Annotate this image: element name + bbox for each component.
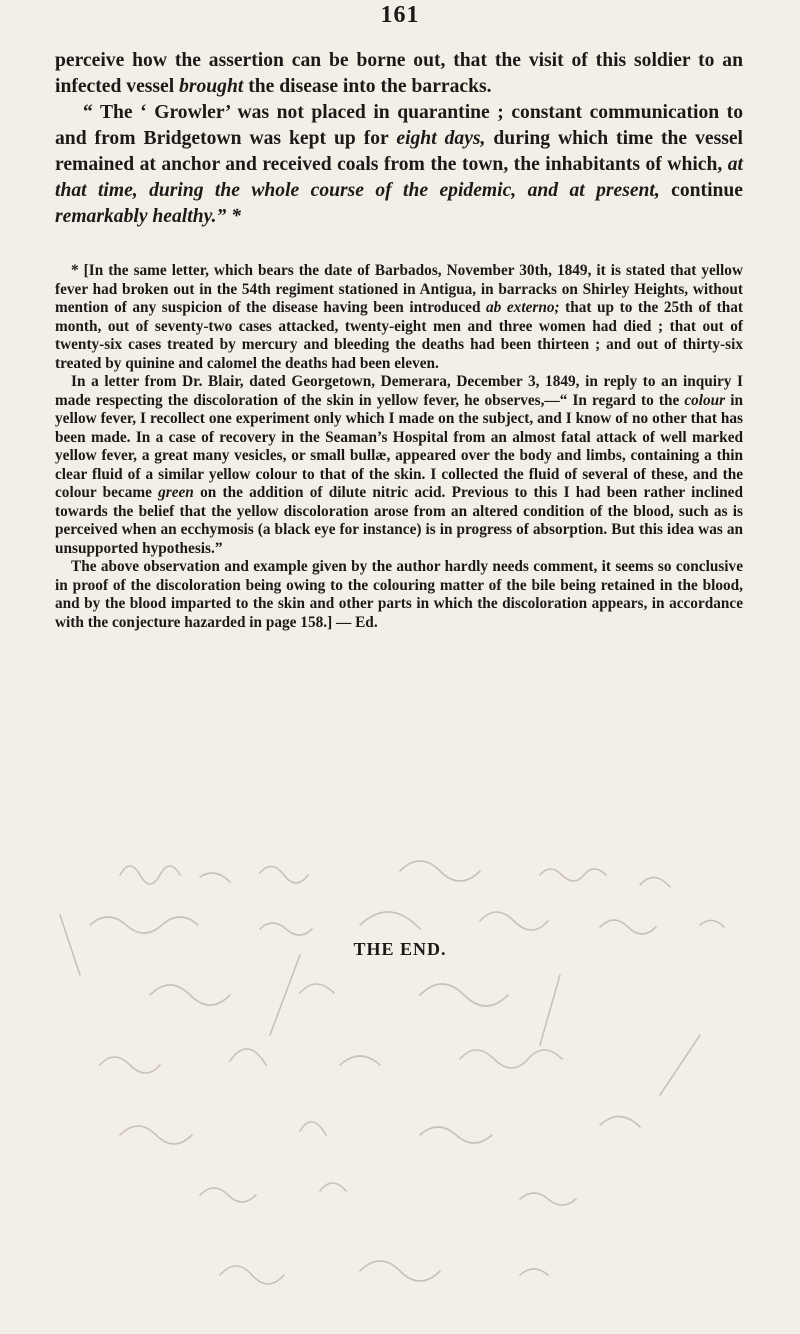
- footnote-paragraph-3: The above observation and example given by the author hardly needs comment, it seems so conclusive in proof of the discoloration being owing to the colouring matter of the bile being retained in the blood, and by the blood imparted to the skin and other parts in which the discoloration appears, in accordance with the conjecture hazarded in page 158.] — Ed.: [55, 558, 743, 631]
- the-end: THE END.: [353, 939, 447, 959]
- footnote-paragraph-1: * [In the same letter, which bears the date of Barbados, November 30th, 1849, it is stated that yellow fever had broken out in the 54th regiment stationed in Antigua, in barracks on Shirley Heights, without mention of any suspicion of the disease having been introduced ab externo; that up to the 25th of that month, out of seventy-two cases attacked, twenty-eight men and three women had died ; that out of twenty-six cases treated by mercury and bleeding the deaths had been thirteen ; and out of thirty-six treated by quinine and calomel the deaths had been eleven.: [55, 262, 743, 372]
- page-number: 161: [380, 2, 420, 28]
- paragraph-2: “ The ‘ Growler’ was not placed in quarantine ; constant communication to and from Bridgetown was kept up for eight days, during which time the vessel remained at anchor and received coals from the town, the inhabitants of which, at that time, during the whole course of the epidemic, and at present, continue remarkably healthy.” *: [55, 102, 744, 227]
- footnote-paragraph-2: In a letter from Dr. Blair, dated Georgetown, Demerara, December 3, 1849, in reply to an inquiry I made respecting the discoloration of the skin in yellow fever, he observes,—“ In regard to the colour in yellow fever, I recollect one experiment only which I made on the subject, and I know of no other that has been made. In a case of recovery in the Seaman’s Hospital from an almost fatal attack of well marked yellow fever, a great many vesicles, or small bullæ, appeared over the body and limbs, containing a thin clear fluid of a similar yellow colour to that of the skin. I collected the fluid of several of these, and the colour became green on the addition of dilute nitric acid. Previous to this I had been rather inclined towards the belief that the yellow discoloration arose from an altered condition of the blood, such as is perceived when an ecchymosis (a black eye for instance) is in progress of absorption. But this idea was an unsupported hypothesis.”: [55, 373, 743, 557]
- main-text: [55, 48, 743, 230]
- paragraph-1: perceive how the assertion can be borne out, that the visit of this soldier to an infected vessel brought the disease into the barracks.: [55, 50, 743, 97]
- handwriting-bleedthrough: [0, 855, 800, 1334]
- footnote: [55, 262, 743, 632]
